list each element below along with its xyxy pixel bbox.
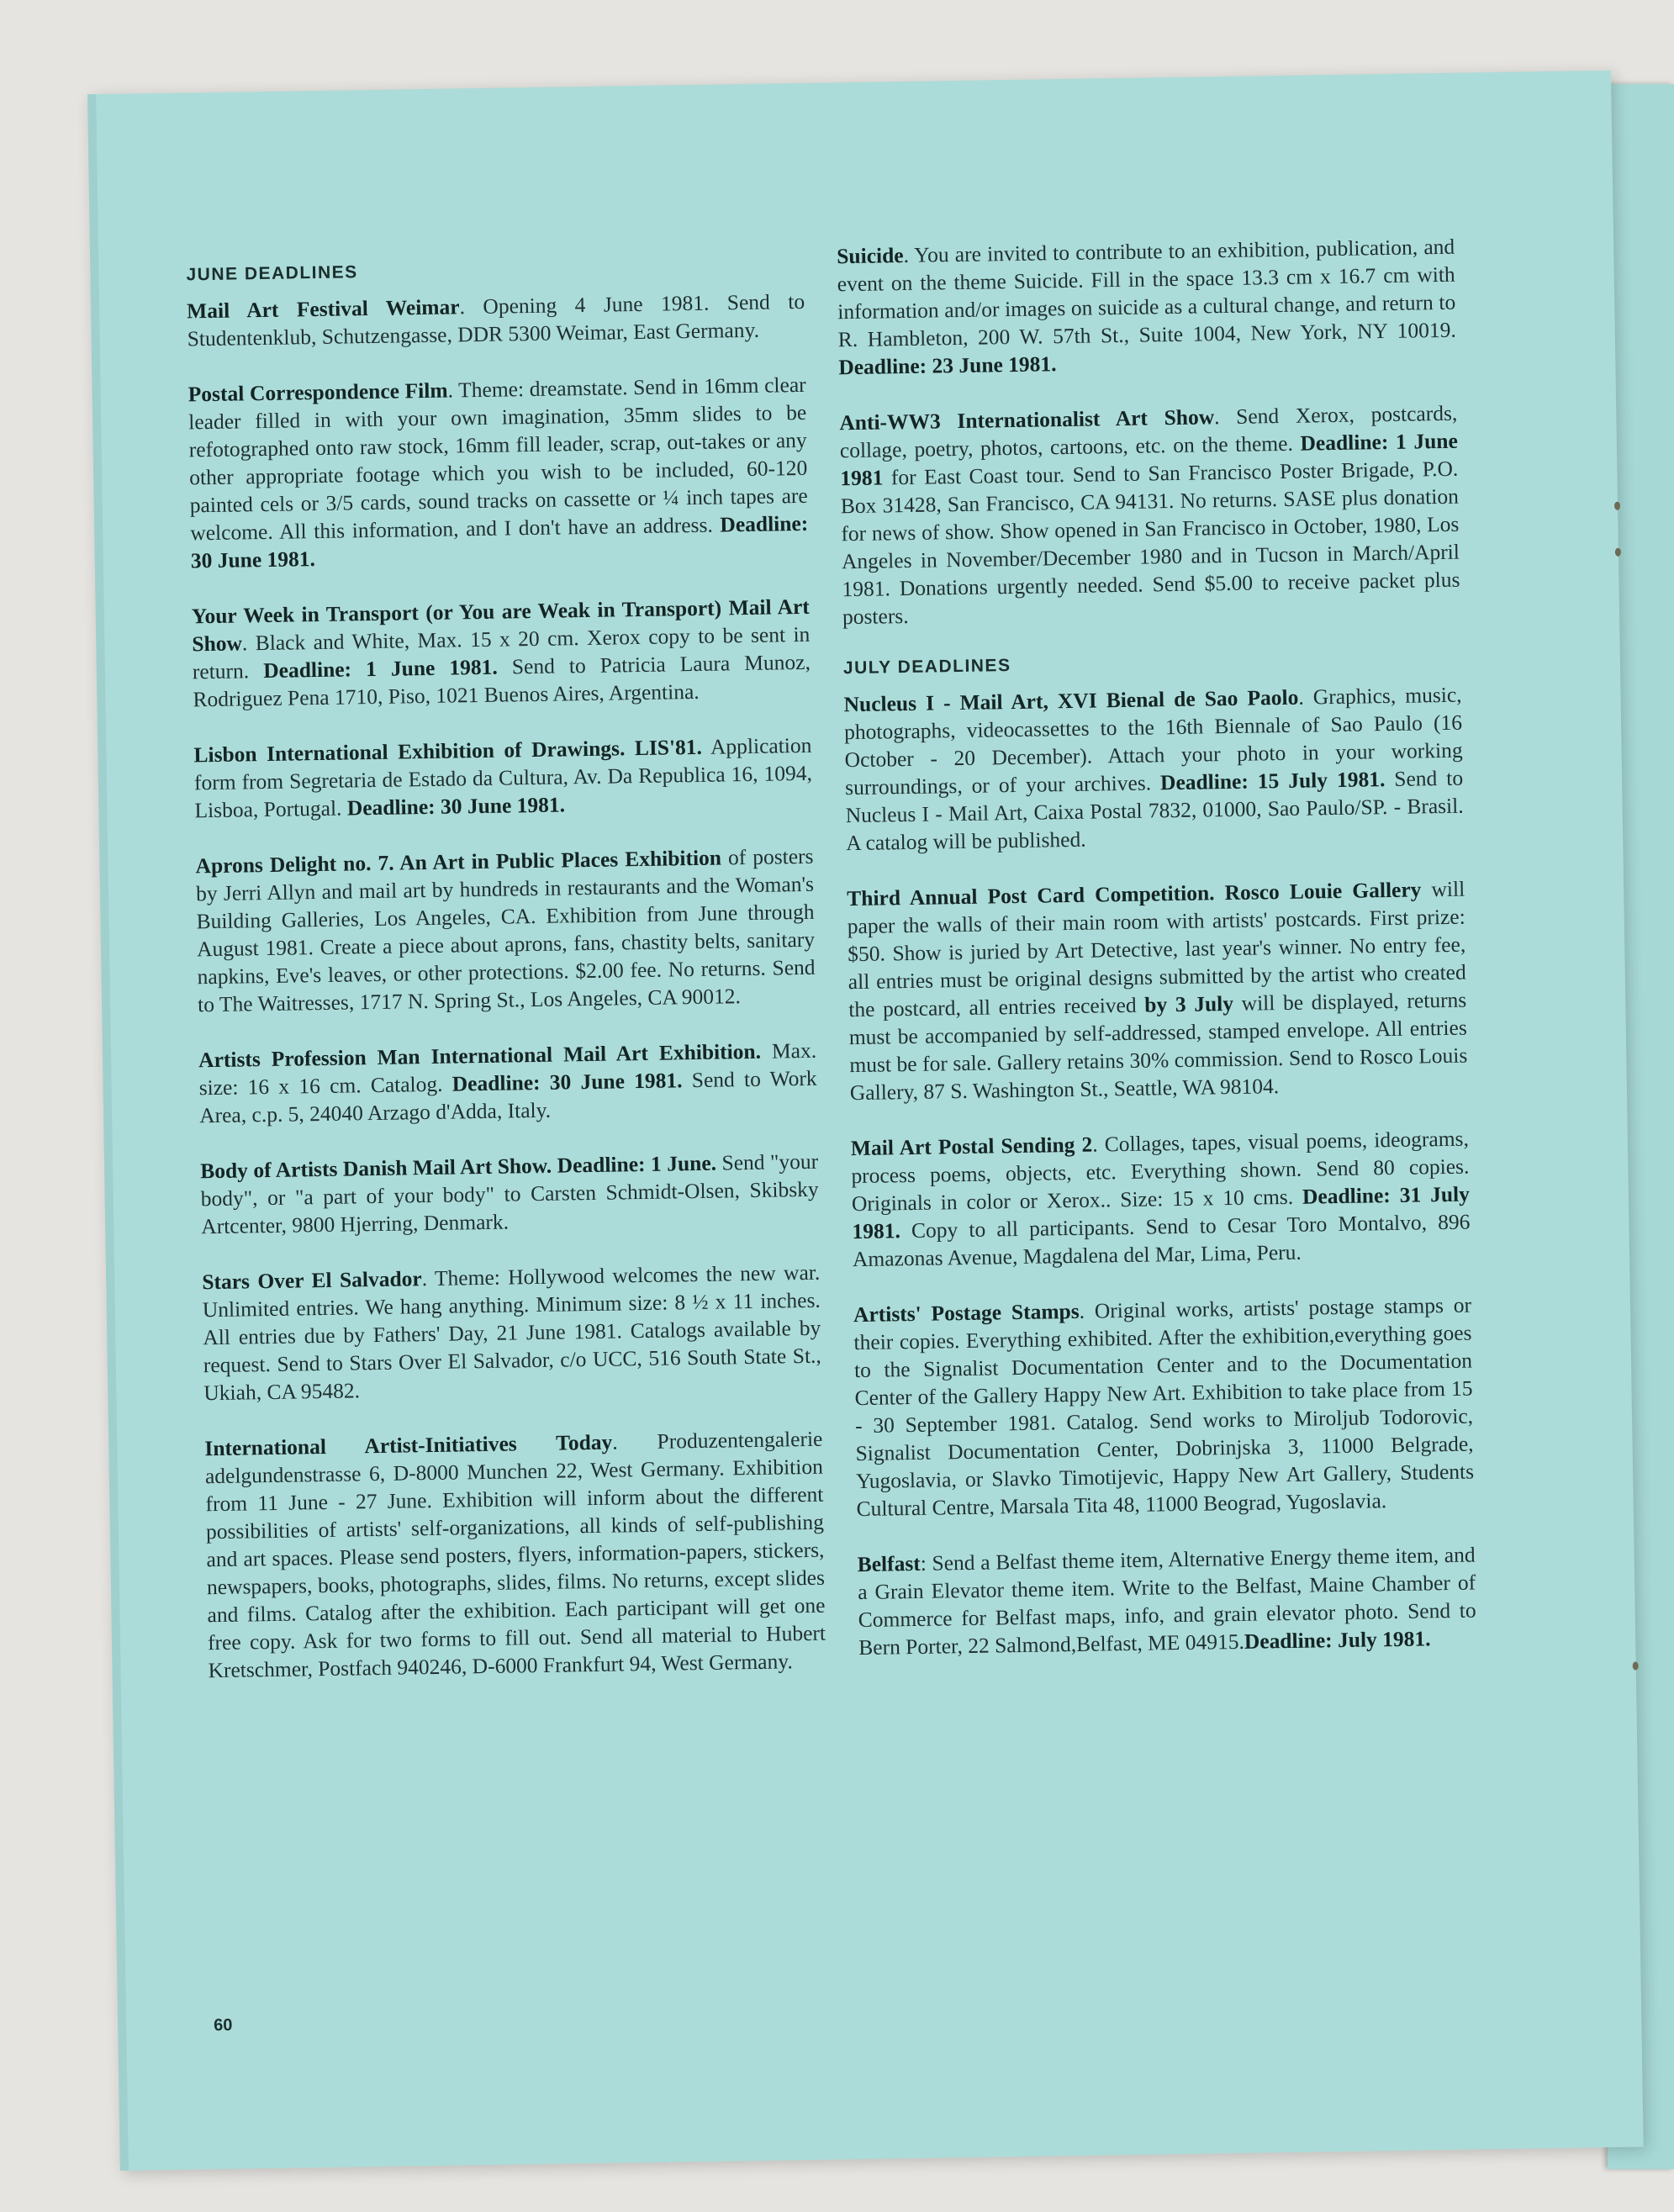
entry-body: of posters by Jerri Allyn and mail art by hundreds in restaurants and the Woman's Building Galleries, Los Angeles, CA. Exhibition from June through August 1981. Create a piece about aprons, fans, chastity belts, sanitary napkins, Eve's leaves, or other protections. $2.00 fee. No returns. Send to The Waitresses, 1717 N. Spring St., Los Angeles, CA 90012. <box>195 843 816 1017</box>
entry-body: . Original works, artists' postage stamps or their copies. Everything exhibited. After the exhibition,everything goes to the Signalist Documentation Center and to the Documentation Center of the Gallery Happy New Art. Exhibition to take place from 15 - 30 September 1981. Catalog. Send works to Miroljub Todorovic, Signalist Documentation Center, Dobrinjska 3, 11000 Belgrade, Yugoslavia, or Slavko Timotijevic, Happy New Art Gallery, Students Cultural Centre, Marsala Tita 48, 11000 Beograd, Yugoslavia. <box>853 1292 1475 1522</box>
listing-entry <box>851 1125 1471 1274</box>
left-column <box>186 256 826 1712</box>
staple-hole <box>1614 502 1620 510</box>
entry-title: Nucleus I - Mail Art, XVI Bienal de Sao Paolo <box>843 684 1299 717</box>
listing-entry <box>198 1037 817 1130</box>
entry-title: International Artist-Initiatives Today <box>204 1429 613 1461</box>
entry-title: Anti-WW3 Internationalist Art Show <box>839 404 1215 436</box>
entry-deadline: by 3 July <box>1144 990 1234 1017</box>
entry-body: . Opening 4 June 1981. Send to Studentenklub, Schutzengasse, DDR 5300 Weimar, East Germany. <box>187 288 805 351</box>
entry-title: Artists Profession Man International Mail Art Exhibition. <box>198 1038 762 1073</box>
entry-title: Postal Correspondence Film <box>187 377 448 407</box>
entry-body: will paper the walls of their main room with artists' postcards. First prize: $50. Show is juried by Art Detective, last year's winner. No entry fee, all entries must be original designs submitted by the artist who created the postcard, all entries received <box>847 876 1466 1022</box>
listing-entry <box>839 399 1460 631</box>
entry-body: Max. size: 16 x 16 cm. Catalog. <box>198 1037 817 1101</box>
listing-entry <box>853 1291 1475 1523</box>
magazine-page <box>87 71 1644 2171</box>
entry-deadline: Deadline: 30 June 1981. <box>346 792 566 821</box>
left-entries-list <box>187 288 826 1684</box>
entry-body: : Send a Belfast theme item, Alternative Energy theme item, and a Grain Elevator theme item. Write to the Belfast, Maine Chamber of Commerce for Belfast maps, info, and grain elevator photo. Send to Bern Porter, 22 Salmond,Belfast, ME 04915. <box>857 1542 1476 1660</box>
entry-deadline: Deadline: July 1981. <box>1244 1626 1431 1654</box>
listing-entry <box>847 875 1468 1107</box>
june-deadlines-heading: JUNE DEADLINES <box>186 262 358 285</box>
listing-entry <box>200 1148 819 1241</box>
listing-entry <box>857 1541 1476 1662</box>
listing-entry <box>187 371 809 575</box>
entry-tail: Copy to all participants. Send to Cesar Toro Montalvo, 896 Amazonas Avenue, Magdalena del Mar, Lima, Peru. <box>852 1209 1471 1272</box>
listing-entry <box>204 1425 826 1685</box>
entry-title: Body of Artists Danish Mail Art Show. <box>200 1153 552 1184</box>
july-deadlines-heading: JULY DEADLINES <box>842 656 1011 678</box>
entry-title: Belfast <box>857 1550 921 1577</box>
entry-deadline: Deadline: 30 June 1981. <box>190 510 809 573</box>
right-column <box>837 233 1477 1689</box>
right-top-entries-list <box>837 233 1460 631</box>
entry-tail: Send "your body", or "a part of your body" to Carsten Schmidt-Olsen, Skibsky Artcenter, 9800 Hjerring, Denmark. <box>200 1148 819 1239</box>
listing-entry <box>192 593 811 714</box>
entry-body: . Theme: dreamstate. Send in 16mm clear leader filled in with your own imagination, 35mm slides to be refotographed onto raw stock, 16mm fill leader, scrap, out-takes or any other appropriate footage which you wish to be included, 60-120 painted cels or 3/5 cards, sound tracks on cassette or ¼ inch tapes are welcome. All this information, and I don't have an address. <box>188 372 808 546</box>
right-entries-list <box>843 681 1476 1661</box>
entry-body: Application form from Segretaria de Estado da Cultura, Av. Da Republica 16, 1094, Lisboa, Portugal. <box>193 732 813 823</box>
entry-tail: will be displayed, returns must be accompanied by self-addressed, stamped envelope. All entries must be for sale. Gallery retains 30% commission. Send to Rosco Louis Gallery, 87 S. Washington St., Seattle, WA 98104. <box>848 987 1468 1106</box>
entry-deadline: Deadline: 1 June. <box>557 1150 717 1178</box>
entry-title: Aprons Delight no. 7. An Art in Public Places Exhibition <box>195 845 722 879</box>
entry-body: . Theme: Hollywood welcomes the new war. Unlimited entries. We hang anything. Minimum size: 8 ½ x 11 inches. All entries due by Fathers' Day, 21 June 1981. Catalogs available by request. Send to Stars Over El Salvador, c/o UCC, 516 South State St., Ukiah, CA 95482. <box>202 1259 822 1406</box>
entry-tail: Send to Patricia Laura Munoz, Rodriguez Pena 1710, Piso, 1021 Buenos Aires, Argentina. <box>193 649 811 712</box>
listing-entry <box>843 681 1464 858</box>
page-number: 60 <box>214 2015 233 2035</box>
listing-entry <box>187 288 805 353</box>
entry-body: . Black and White, Max. 15 x 20 cm. Xerox copy to be sent in return. <box>192 621 811 684</box>
entry-title: Mail Art Postal Sending 2 <box>850 1132 1093 1161</box>
entry-title: Third Annual Post Card Competition. Rosco Louie Gallery <box>847 877 1422 911</box>
entry-deadline: Deadline: 30 June 1981. <box>452 1068 683 1096</box>
entry-body: . Graphics, music, photographs, videocassettes to the 16th Biennale of Sao Paulo (16 October - 20 December). Attach your photo in your working surroundings, or of your archives. <box>843 682 1463 800</box>
entry-title: Your Week in Transport (or You are Weak in Transport) Mail Art Show <box>191 594 811 657</box>
entry-body: . Produzentengalerie adelgundenstrasse 6, D-8000 Munchen 22, West Germany. Exhibition from 11 June - 27 June. Exhibition will inform about the different possibilities of artists' self-organizations, all kinds of self-publishing and art spaces. Please send posters, flyers, information-papers, stickers, newspapers, books, photographs, slides, films. No returns, except slides and films. Catalog after the exhibition. Each participant will get one free copy. Ask for two forms to fill out. Send all material to Hubert Kretschmer, Postfach 940246, D-6000 Frankfurt 94, West Germany. <box>204 1426 826 1683</box>
entry-deadline: Deadline: 1 June 1981. <box>263 654 499 684</box>
entry-deadline: Deadline: 23 June 1981. <box>838 351 1057 380</box>
listing-entry <box>193 731 812 825</box>
entry-tail: Send to Work Area, c.p. 5, 24040 Arzago d'Adda, Italy. <box>198 1065 817 1128</box>
entry-body: . Send Xerox, postcards, collage, poetry, photos, cartoons, etc. on the theme. <box>839 400 1458 463</box>
entry-tail: Send to Nucleus I - Mail Art, Caixa Postal 7832, 01000, Sao Paulo/SP. - Brasil. A catalog will be published. <box>845 765 1464 856</box>
entry-deadline: Deadline: 1 June 1981 <box>840 428 1459 491</box>
listing-entry <box>837 233 1457 382</box>
entry-deadline: Deadline: 15 July 1981. <box>1159 767 1386 795</box>
entry-title: Mail Art Festival Weimar <box>186 294 460 324</box>
entry-title: Artists' Postage Stamps <box>853 1298 1080 1328</box>
listing-entry <box>195 842 816 1019</box>
staple-hole <box>1615 548 1621 557</box>
entry-body: . You are invited to contribute to an exhibition, publication, and event on the theme Suicide. Fill in the space 13.3 cm x 16.7 cm with information and/or images on suicide as a cultural change, and return to R. Hambleton, 200 W. 57th St., Suite 1004, New York, NY 10019. <box>837 234 1456 352</box>
staple-hole <box>1633 1661 1639 1670</box>
entry-tail: for East Coast tour. Send to San Francisco Poster Brigade, P.O. Box 31428, San Francisco, CA 94131. No returns. SASE plus donation for news of show. Show opened in San Francisco in October, 1980, Los Angeles in November/December 1980 and in Tucson in March/April 1981. Donations urgently needed. Send $5.00 to receive packet plus posters. <box>840 456 1460 630</box>
listing-entry <box>202 1259 822 1407</box>
entry-title: Stars Over El Salvador <box>202 1266 422 1295</box>
entry-title: Lisbon International Exhibition of Drawings. LIS'81. <box>193 734 703 768</box>
entry-body: . Collages, tapes, visual poems, ideograms, process poems, objects, etc. Everything shown. Send 80 copies. Originals in color or Xerox.. Size: 15 x 10 cms. <box>851 1126 1470 1217</box>
entry-deadline: Deadline: 31 July 1981. <box>852 1181 1471 1244</box>
entry-title: Suicide <box>837 243 904 269</box>
